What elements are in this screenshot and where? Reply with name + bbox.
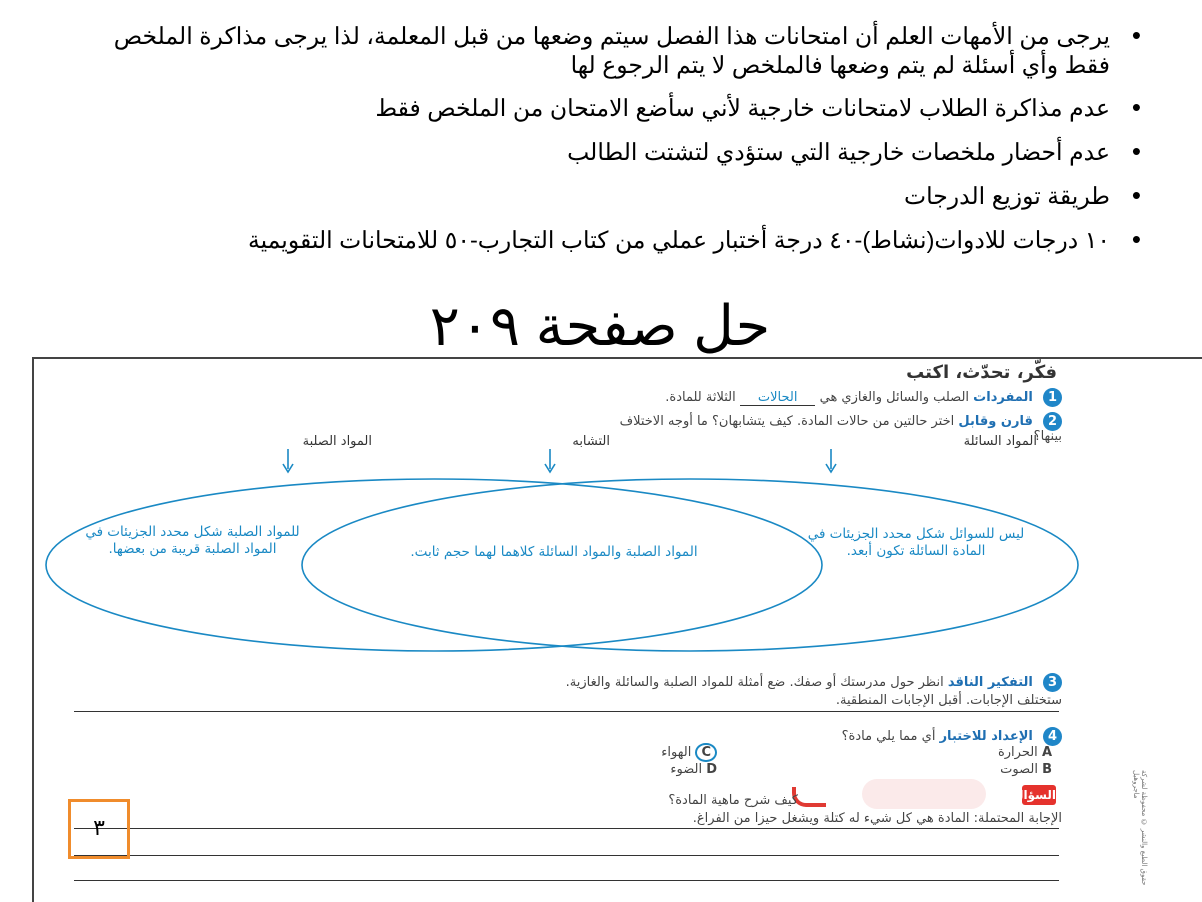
option-letter: A bbox=[1041, 745, 1052, 760]
option-text: الهواء bbox=[661, 745, 692, 760]
question-keyword: المفردات bbox=[973, 390, 1033, 405]
option-text: الصوت bbox=[1000, 762, 1038, 777]
bullet-item: • يرجى من الأمهات العلم أن امتحانات هذا الفصل سيتم وضعها من قبل المعلمة، لذا يرجى مذاكرة الملخص فقط وأي أسئلة لم يتم وضعها فالملخص لا يتم الرجوع لها bbox=[90, 22, 1110, 80]
question-text: انظر حول مدرستك أو صفك. ضع أمثلة للمواد الصلبة والسائلة والغازية. bbox=[565, 675, 944, 690]
bullet-item: • طريقة توزيع الدرجات bbox=[90, 182, 1110, 211]
question-text: الثلاثة للمادة. bbox=[665, 390, 736, 405]
bullet-item: • ١٠ درجات للادوات(نشاط)-٤٠ درجة أختبار عملي من كتاب التجارب-٥٠ للامتحانات التقويمية bbox=[90, 226, 1110, 255]
answer-line bbox=[74, 855, 1059, 856]
option-letter: B bbox=[1042, 762, 1052, 777]
option-text: الضوء bbox=[670, 762, 703, 777]
venn-label-similarity: التشابه bbox=[572, 434, 610, 449]
handwritten-answer: الإجابة المحتملة: المادة هي كل شيء له كتلة ويشغل حيزا من الفراغ. bbox=[692, 811, 1062, 826]
venn-text-liquids: ليس للسوائل شكل محدد الجزيئات في المادة السائلة تكون أبعد. bbox=[807, 526, 1025, 559]
page-title: حل صفحة ٢٠٩ bbox=[429, 294, 771, 357]
section-logo: السؤال bbox=[1022, 785, 1056, 805]
answer-line bbox=[74, 880, 1059, 881]
venn-label-solids: المواد الصلبة bbox=[302, 434, 372, 449]
question-keyword: الإعداد للاختبار bbox=[939, 729, 1033, 744]
venn-circle-left bbox=[46, 479, 822, 651]
question-number: 3 bbox=[1043, 673, 1062, 692]
bullet-item: • عدم مذاكرة الطلاب لامتحانات خارجية لأني سأضع الامتحان من الملخص فقط bbox=[90, 94, 1110, 123]
option-d bbox=[670, 762, 717, 777]
option-b bbox=[1000, 762, 1052, 777]
option-text: الحرارة bbox=[997, 745, 1038, 760]
question-5: كيف شرح ماهية المادة؟ bbox=[668, 793, 798, 808]
option-c bbox=[661, 745, 717, 760]
venn-text-similarity: المواد الصلبة والمواد السائلة كلاهما لهما حجم ثابت. bbox=[410, 544, 698, 560]
option-a bbox=[998, 745, 1052, 760]
option-letter-circled: C bbox=[695, 743, 717, 762]
handwritten-answer: الحالات bbox=[740, 390, 816, 406]
question-number: 1 bbox=[1043, 388, 1062, 407]
bullet-item: • عدم أحضار ملخصات خارجية التي ستؤدي لتشتت الطالب bbox=[90, 138, 1110, 167]
handwritten-answer: ستختلف الإجابات. أقبل الإجابات المنطقية. bbox=[835, 693, 1062, 708]
question-text: اختر حالتين من حالات المادة. كيف يتشابهان؟ ما أوجه الاختلاف bbox=[619, 414, 955, 429]
question-2 bbox=[620, 412, 1062, 431]
question-text: الصلب والسائل والغازي هي bbox=[819, 390, 970, 405]
question-1 bbox=[665, 388, 1062, 407]
option-letter: D bbox=[706, 762, 717, 777]
answer-line bbox=[74, 828, 1059, 829]
question-keyword: التفكير الناقد bbox=[947, 675, 1033, 690]
answer-line bbox=[74, 711, 1059, 712]
bullet-list bbox=[90, 22, 1110, 270]
question-4 bbox=[842, 727, 1062, 746]
question-number: 4 bbox=[1043, 727, 1062, 746]
venn-circle-right bbox=[302, 479, 1078, 651]
question-number: 2 bbox=[1043, 412, 1062, 431]
pink-smudge bbox=[862, 779, 986, 809]
venn-text-solids: للمواد الصلبة شكل محدد الجزيئات في المواد الصلبة قريبة من بعضها. bbox=[85, 524, 300, 557]
question-3 bbox=[566, 673, 1062, 692]
question-text: أي مما يلي مادة؟ bbox=[841, 729, 936, 744]
venn-label-liquids: المواد السائلة bbox=[963, 434, 1037, 449]
question-text-continued: بينها؟ bbox=[1033, 429, 1062, 444]
worksheet-scan bbox=[32, 357, 1202, 902]
worksheet-heading: فكّر، تحدّث، اكتب bbox=[906, 362, 1057, 383]
question-keyword: قارن وقابل bbox=[958, 414, 1033, 429]
copyright-strip: حقوق الطبع والنشر © محفوظة لشركة ماجروهيل bbox=[1132, 770, 1148, 886]
page-number-box: ٣ bbox=[68, 799, 130, 859]
